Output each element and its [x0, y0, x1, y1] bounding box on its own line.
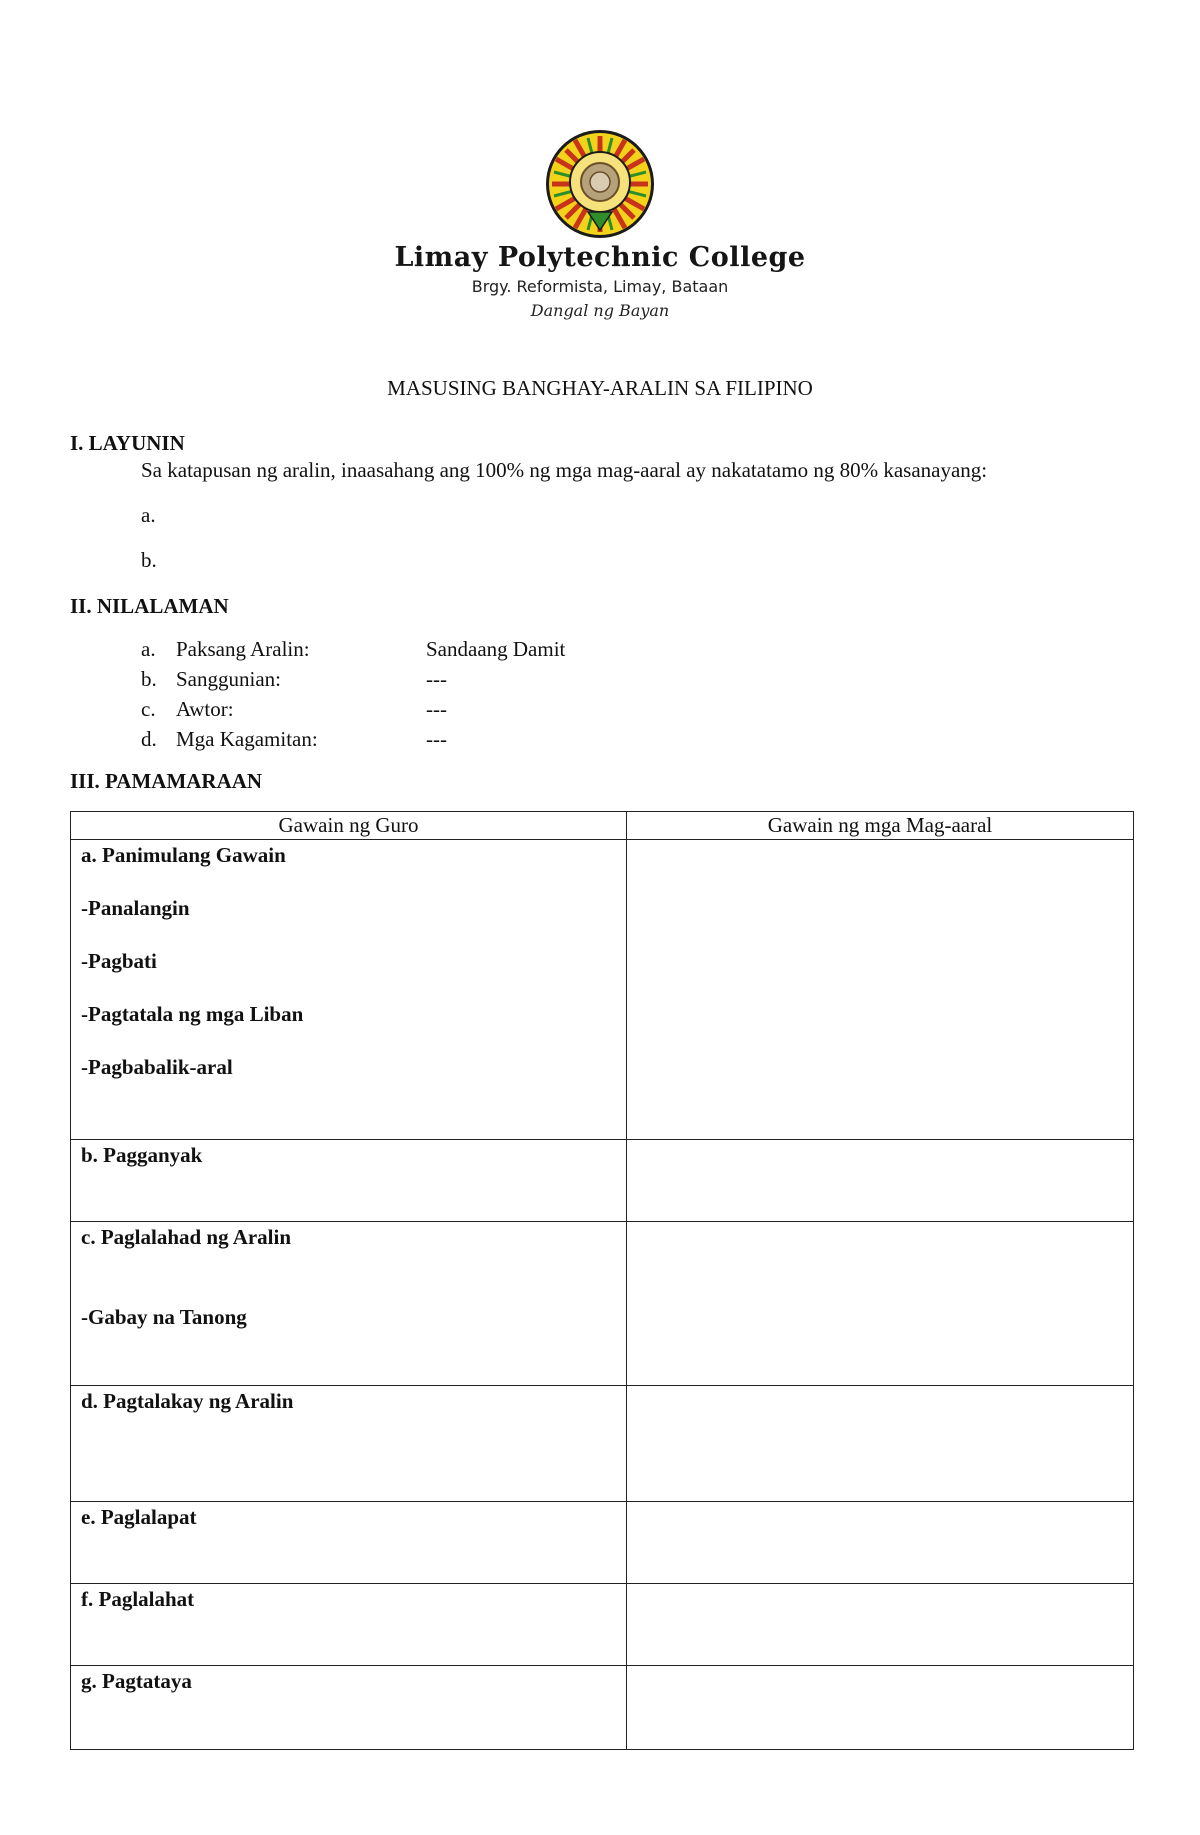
college-address: Brgy. Reformista, Limay, Bataan [471, 277, 729, 296]
student-cell [627, 840, 1134, 1140]
content-value: Sandaang Damit [426, 637, 566, 661]
student-cell [627, 1584, 1134, 1666]
section-heading-layunin: I. LAYUNIN [70, 431, 185, 455]
column-header-guro: Gawain ng Guro [71, 812, 627, 840]
table-row [71, 1386, 1134, 1502]
layunin-intro: Sa katapusan ng aralin, inaasahang ang 100% ng mga mag-aaral ay nakatatamo ng 80% kasanayang: [141, 458, 988, 482]
objective-a: a. [141, 503, 156, 527]
procedure-step-title: d. Pagtalakay ng Aralin [81, 1389, 294, 1413]
student-cell [627, 1502, 1134, 1584]
procedure-step-title: f. Paglalahat [81, 1587, 195, 1611]
teacher-cell [71, 1386, 627, 1502]
table-row [71, 1222, 1134, 1386]
procedure-table [70, 811, 1134, 1750]
content-letter: a. [141, 637, 156, 661]
teacher-cell [71, 1666, 627, 1750]
section-heading-nilalaman: II. NILALAMAN [70, 594, 229, 618]
content-label: Paksang Aralin: [176, 637, 310, 661]
procedure-substep: -Panalangin [81, 896, 190, 920]
procedure-step-title: a. Panimulang Gawain [81, 843, 286, 867]
procedure-substep: -Gabay na Tanong [81, 1305, 247, 1329]
content-label: Awtor: [176, 697, 234, 721]
content-label: Mga Kagamitan: [176, 727, 318, 751]
content-row-awtor [141, 697, 447, 725]
table-row [71, 1502, 1134, 1584]
content-row-sanggunian [141, 667, 447, 695]
student-cell [627, 1666, 1134, 1750]
college-name: Limay Polytechnic College [394, 242, 806, 273]
content-letter: d. [141, 727, 157, 751]
college-logo [0, 128, 1200, 240]
table-row [71, 1140, 1134, 1222]
procedure-step-title: c. Paglalahad ng Aralin [81, 1225, 292, 1249]
teacher-cell [71, 840, 627, 1140]
content-row-kagamitan [141, 727, 447, 755]
procedure-substep: -Pagtatala ng mga Liban [81, 1002, 304, 1026]
college-seal-icon [544, 128, 656, 240]
content-value: --- [426, 697, 447, 721]
section-heading-pamamaraan: III. PAMAMARAAN [70, 769, 263, 793]
teacher-cell [71, 1502, 627, 1584]
column-header-mag-aaral: Gawain ng mga Mag-aaral [627, 812, 1134, 840]
teacher-cell [71, 1140, 627, 1222]
student-cell [627, 1140, 1134, 1222]
content-row-paksa [141, 637, 565, 665]
objective-b: b. [141, 548, 157, 572]
content-label: Sanggunian: [176, 667, 281, 691]
table-header-row [71, 812, 1134, 840]
procedure-step-title: b. Pagganyak [81, 1143, 203, 1167]
student-cell [627, 1386, 1134, 1502]
procedure-substep: -Pagbati [81, 949, 157, 973]
teacher-cell [71, 1222, 627, 1386]
procedure-step-title: g. Pagtataya [81, 1669, 192, 1693]
student-cell [627, 1222, 1134, 1386]
content-letter: c. [141, 697, 156, 721]
teacher-cell [71, 1584, 627, 1666]
table-row [71, 1666, 1134, 1750]
table-row [71, 840, 1134, 1140]
content-value: --- [426, 667, 447, 691]
procedure-step-title: e. Paglalapat [81, 1505, 197, 1529]
college-motto: Dangal ng Bayan [530, 301, 670, 320]
content-letter: b. [141, 667, 157, 691]
document-title: MASUSING BANGHAY-ARALIN SA FILIPINO [387, 376, 813, 400]
table-row [71, 1584, 1134, 1666]
procedure-substep: -Pagbabalik-aral [81, 1055, 233, 1079]
content-value: --- [426, 727, 447, 751]
